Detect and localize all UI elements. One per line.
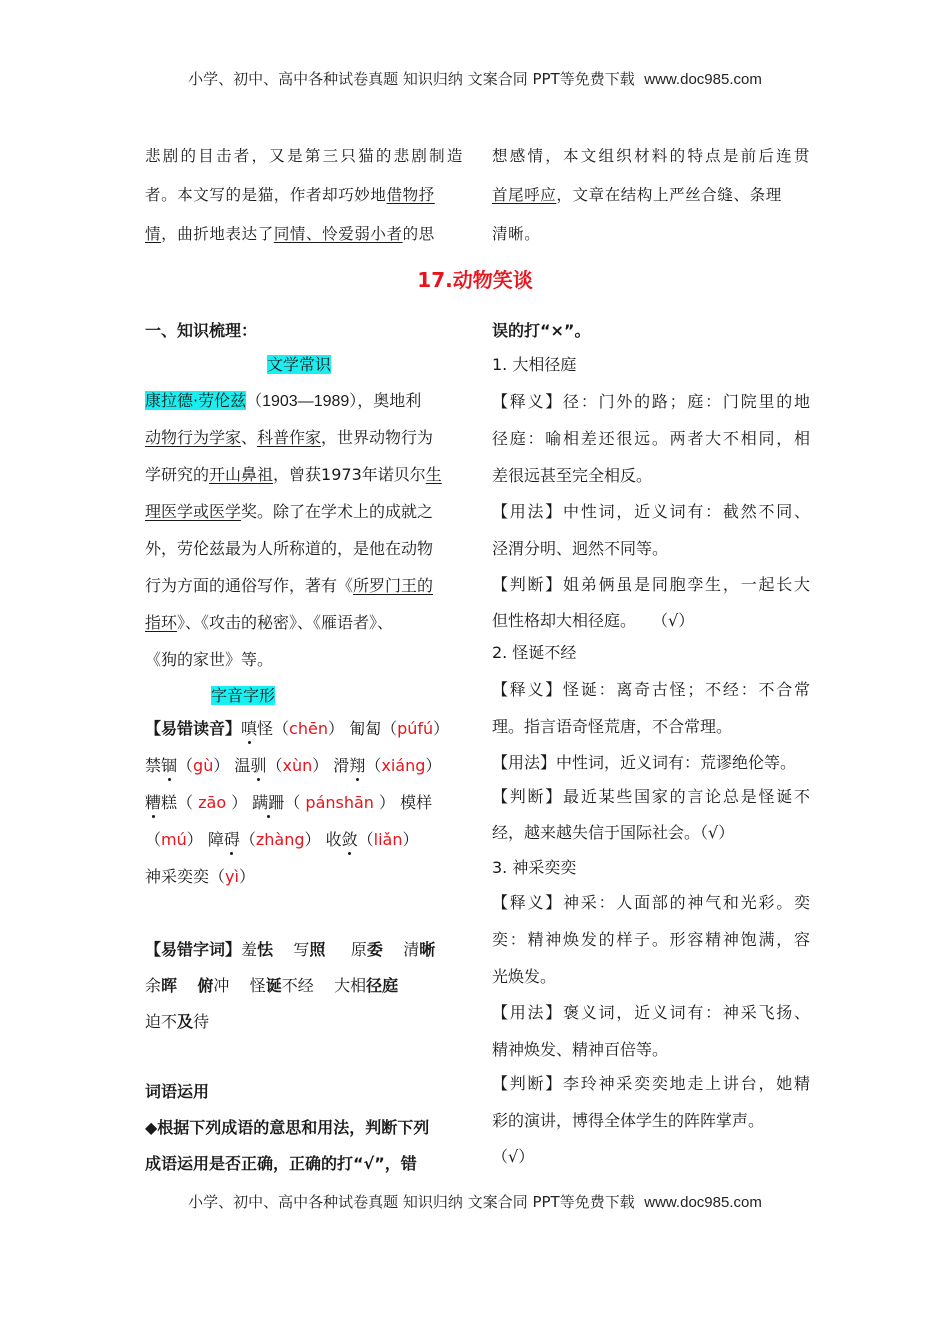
usage-heading: 词语运用	[145, 1082, 210, 1101]
phon-heading: 字音字形	[211, 686, 276, 705]
idiom-3-usage-2: 精神焕发、精神百倍等。	[492, 1040, 669, 1059]
question-line-2: 成语运用是否正确，正确的打“√”，错	[145, 1154, 417, 1173]
section-heading: 一、知识梳理：	[145, 321, 258, 340]
pron-line-4: （mú） 障碍（zhàng） 收敛（liǎn）	[145, 830, 419, 849]
idiom-1-meaning: 【释义】径：门外的路；庭：门院里的地	[492, 392, 810, 411]
idiom-3-meaning-3: 光焕发。	[492, 967, 557, 986]
pron-line-3: 糟糕（ zāo ） 蹒跚（ pánshān ） 模样	[145, 793, 433, 812]
question-line-1: ◆根据下列成语的意思和用法，判断下列	[145, 1118, 430, 1137]
idiom-2-judge-2: 经，越来越失信于国际社会。（√）	[492, 823, 735, 842]
pron-line-2: 禁锢（gù） 温驯（xùn） 滑翔（xiáng）	[145, 756, 442, 775]
words-line-1: 【易错字词】羞怯 写照 原委 清晰	[145, 940, 436, 959]
idiom-1-usage: 【用法】中性词，近义词有：截然不同、	[492, 502, 810, 521]
idiom-2-usage: 【用法】中性词，近义词有：荒谬绝伦等。	[492, 753, 797, 772]
words-line-2: 余晖 俯冲 怪诞不经 大相径庭	[145, 976, 399, 995]
idiom-1-meaning-3: 差很远甚至完全相反。	[492, 466, 653, 485]
pron-line-1: 【易错读音】嗔怪（chēn） 匍匐（púfú）	[145, 719, 450, 738]
pron-line-5: 神采奕奕（yì）	[145, 867, 255, 886]
idiom-1-usage-2: 泾渭分明、迥然不同等。	[492, 539, 669, 558]
idiom-1-meaning-2: 径庭：喻相差还很远。两者大不相同，相	[492, 429, 810, 448]
idiom-1-title: 1. 大相径庭	[492, 355, 577, 374]
words-line-3: 迫不及待	[145, 1012, 210, 1031]
idiom-2-meaning-2: 理。指言语奇怪荒唐，不合常理。	[492, 717, 733, 736]
idiom-2-meaning: 【释义】怪诞：离奇古怪；不经：不合常	[492, 680, 810, 699]
header-url: www.doc985.com	[644, 71, 762, 88]
idiom-3-usage: 【用法】褒义词，近义词有：神采飞扬、	[492, 1003, 810, 1022]
footer-url: www.doc985.com	[644, 1194, 762, 1211]
idiom-3-title: 3. 神采奕奕	[492, 858, 577, 877]
idiom-2-judge: 【判断】最近某些国家的言论总是怪诞不	[492, 787, 810, 806]
idiom-3-judge-2: 彩的演讲，博得全体学生的阵阵掌声。	[492, 1111, 765, 1130]
header-text: 小学、初中、高中各种试卷真题 知识归纳 文案合同 PPT等免费下载	[188, 70, 635, 88]
lesson-title: 17.动物笑谈	[417, 268, 533, 292]
idiom-2-title: 2. 怪诞不经	[492, 643, 577, 662]
idiom-1-judge-2: 但性格却大相径庭。 （√）	[492, 611, 695, 630]
question-line-3: 误的打“×”。	[492, 321, 591, 340]
lit-heading: 文学常识	[267, 355, 332, 374]
idiom-3-judge: 【判断】李玲神采奕奕地走上讲台，她精	[492, 1074, 810, 1093]
page-footer	[0, 1191, 950, 1212]
idiom-1-judge: 【判断】姐弟俩虽是同胞孪生，一起长大	[492, 575, 810, 594]
idiom-3-meaning-2: 奕：精神焕发的样子。形容精神饱满，容	[492, 930, 810, 949]
page-header	[0, 68, 950, 89]
idiom-3-judge-3: （√）	[492, 1147, 535, 1166]
idiom-3-meaning: 【释义】神采：人面部的神气和光彩。奕	[492, 893, 810, 912]
footer-text: 小学、初中、高中各种试卷真题 知识归纳 文案合同 PPT等免费下载	[188, 1193, 635, 1211]
author-line: 康拉德·劳伦兹（1903—1989），奥地利	[145, 391, 422, 410]
